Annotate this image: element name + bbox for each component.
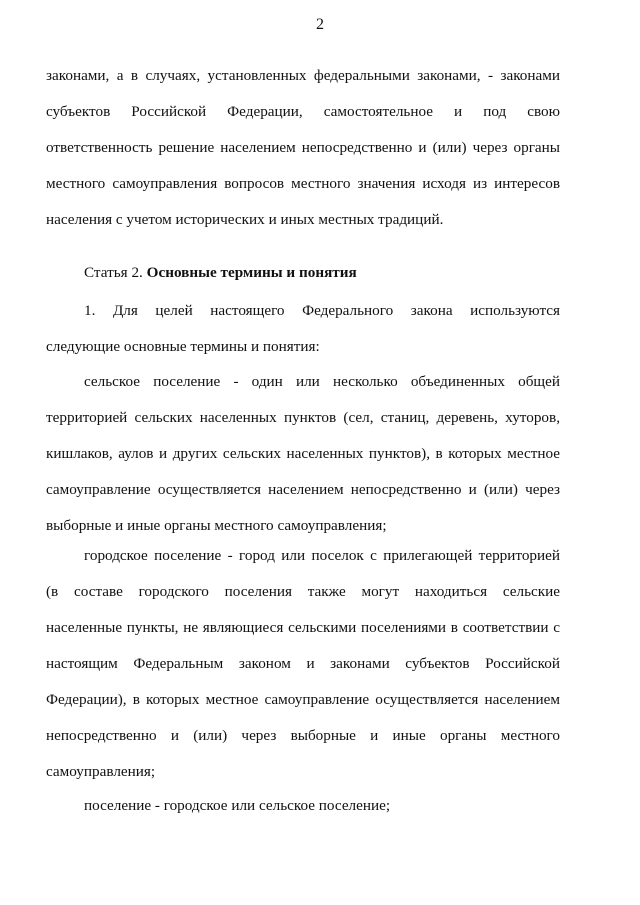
text-line: местного самоуправления вопросов местного значения исходя из интересов — [46, 175, 560, 192]
text-line: следующие основные термины и понятия: — [46, 338, 320, 355]
text-line: территорией сельских населенных пунктов (сел, станиц, деревень, хуторов, — [46, 409, 560, 426]
text-line: населения с учетом исторических и иных местных традиций. — [46, 211, 444, 228]
page-number: 2 — [316, 16, 324, 33]
article-prefix: Статья 2. — [84, 264, 147, 281]
text-line: кишлаков, аулов и других сельских населенных пунктов), в которых местное — [46, 445, 560, 462]
definition-rural-settlement — [46, 372, 560, 552]
clause-1 — [46, 301, 560, 373]
definition-settlement — [46, 796, 560, 832]
text-line: (в составе городского поселения также могут находиться сельские — [46, 583, 560, 600]
text-line: субъектов Российской Федерации, самостоятельное и под свою — [46, 103, 560, 120]
article-heading — [46, 263, 560, 299]
text-line: 1. Для целей настоящего Федерального закона используются — [84, 302, 560, 319]
text-line: Федерации), в которых местное самоуправление осуществляется населением — [46, 691, 560, 708]
text-line: поселение - городское или сельское поселение; — [84, 797, 391, 814]
text-line: самоуправления; — [46, 763, 156, 780]
text-line: населенные пункты, не являющиеся сельскими поселениями в соответствии с — [46, 619, 560, 636]
text-line: непосредственно и (или) через выборные и иные органы местного — [46, 727, 560, 744]
text-line: настоящим Федеральным законом и законами субъектов Российской — [46, 655, 560, 672]
text-line: законами, а в случаях, установленных федеральными законами, - законами — [46, 67, 560, 84]
definition-urban-settlement — [46, 546, 560, 798]
text-line: выборные и иные органы местного самоуправления; — [46, 517, 387, 534]
text-line: городское поселение - город или поселок с прилегающей территорией — [84, 547, 560, 564]
text-line: ответственность решение населением непосредственно и (или) через органы — [46, 139, 560, 156]
article-heading-line — [46, 263, 560, 299]
article-title: Основные термины и понятия — [146, 264, 357, 281]
paragraph-intro — [46, 66, 560, 246]
text-line: сельское поселение - один или несколько объединенных общей — [84, 373, 560, 390]
text-line: самоуправление осуществляется населением непосредственно и (или) через — [46, 481, 560, 498]
